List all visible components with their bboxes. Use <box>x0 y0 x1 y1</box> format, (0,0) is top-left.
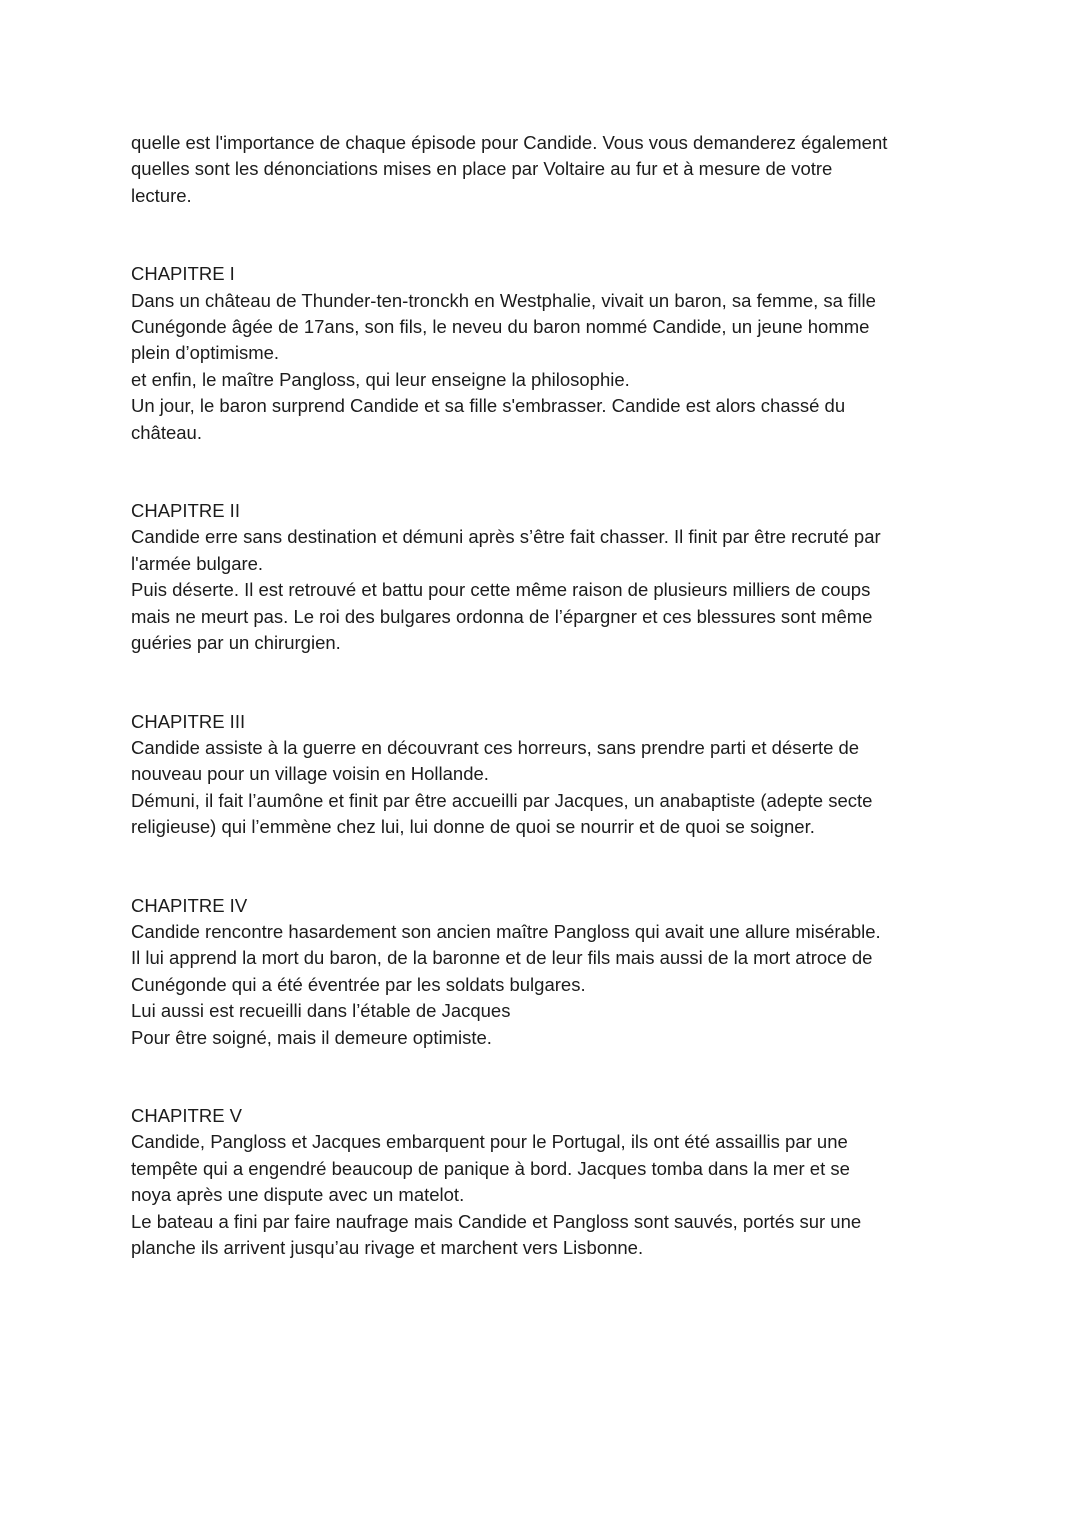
chapter-1-line: Cunégonde âgée de 17ans, son fils, le neveu du baron nommé Candide, un jeune homme <box>131 316 870 338</box>
chapter-1-section <box>131 261 961 446</box>
chapter-5-line: Candide, Pangloss et Jacques embarquent pour le Portugal, ils ont été assaillis par une <box>131 1131 848 1153</box>
chapter-5-section <box>131 1103 961 1261</box>
chapter-3-line: Démuni, il fait l’aumône et finit par être accueilli par Jacques, un anabaptiste (adepte secte <box>131 789 873 811</box>
chapter-5-line: tempête qui a engendré beaucoup de panique à bord. Jacques tomba dans la mer et se <box>131 1157 850 1179</box>
intro-line: lecture. <box>131 184 192 206</box>
chapter-1-line: château. <box>131 421 202 443</box>
document-body <box>131 130 961 1313</box>
chapter-2-section <box>131 498 961 656</box>
intro-line: quelle est l'importance de chaque épisode pour Candide. Vous vous demanderez également <box>131 132 888 153</box>
chapter-2-line: Puis déserte. Il est retrouvé et battu pour cette même raison de plusieurs milliers de coups <box>131 579 871 601</box>
chapter-1-line: Dans un château de Thunder-ten-tronckh en Westphalie, vivait un baron, sa femme, sa fille <box>131 289 876 311</box>
chapter-1-line: plein d’optimisme. <box>131 342 280 364</box>
chapter-2-line: Candide erre sans destination et démuni après s’être fait chasser. Il finit par être recruté par <box>131 526 881 548</box>
chapter-3-section <box>131 709 961 841</box>
chapter-4-line: Candide rencontre hasardement son ancien maître Pangloss qui avait une allure misérable. <box>131 920 881 942</box>
chapter-2-line: mais ne meurt pas. Le roi des bulgares ordonna de l’épargner et ces blessures sont même <box>131 605 873 627</box>
intro-paragraph <box>131 130 961 209</box>
chapter-5-title: CHAPITRE V <box>131 1104 243 1126</box>
chapter-3-title: CHAPITRE III <box>131 710 246 732</box>
chapter-3-line: nouveau pour un village voisin en Hollande. <box>131 763 489 785</box>
chapter-2-line: l'armée bulgare. <box>131 552 264 574</box>
chapter-1-line: et enfin, le maître Pangloss, qui leur enseigne la philosophie. <box>131 368 630 390</box>
chapter-2-title: CHAPITRE II <box>131 500 240 522</box>
chapter-5-line: planche ils arrivent jusqu’au rivage et marchent vers Lisbonne. <box>131 1237 644 1258</box>
chapter-3-line: Candide assiste à la guerre en découvrant ces horreurs, sans prendre parti et déserte de <box>131 736 860 758</box>
chapter-4-line: Pour être soigné, mais il demeure optimiste. <box>131 1026 492 1048</box>
chapter-3-line: religieuse) qui l’emmène chez lui, lui donne de quoi se nourrir et de quoi se soigner. <box>131 816 815 838</box>
intro-line: quelles sont les dénonciations mises en place par Voltaire au fur et à mesure de votre <box>131 158 833 180</box>
chapter-4-line: Il lui apprend la mort du baron, de la baronne et de leur fils mais aussi de la mort atroce de <box>131 947 873 969</box>
chapter-5-line: Le bateau a fini par faire naufrage mais Candide et Pangloss sont sauvés, portés sur une <box>131 1210 862 1232</box>
chapter-1-title: CHAPITRE I <box>131 263 235 285</box>
chapter-2-line: guéries par un chirurgien. <box>131 632 341 654</box>
chapter-4-title: CHAPITRE IV <box>131 894 248 916</box>
chapter-1-line: Un jour, le baron surprend Candide et sa fille s'embrasser. Candide est alors chassé du <box>131 395 846 417</box>
chapter-4-line: Lui aussi est recueilli dans l’étable de Jacques <box>131 1000 511 1022</box>
chapter-5-line: noya après une dispute avec un matelot. <box>131 1184 465 1206</box>
chapter-4-line: Cunégonde qui a été éventrée par les soldats bulgares. <box>131 973 586 995</box>
chapter-4-section <box>131 893 961 1051</box>
